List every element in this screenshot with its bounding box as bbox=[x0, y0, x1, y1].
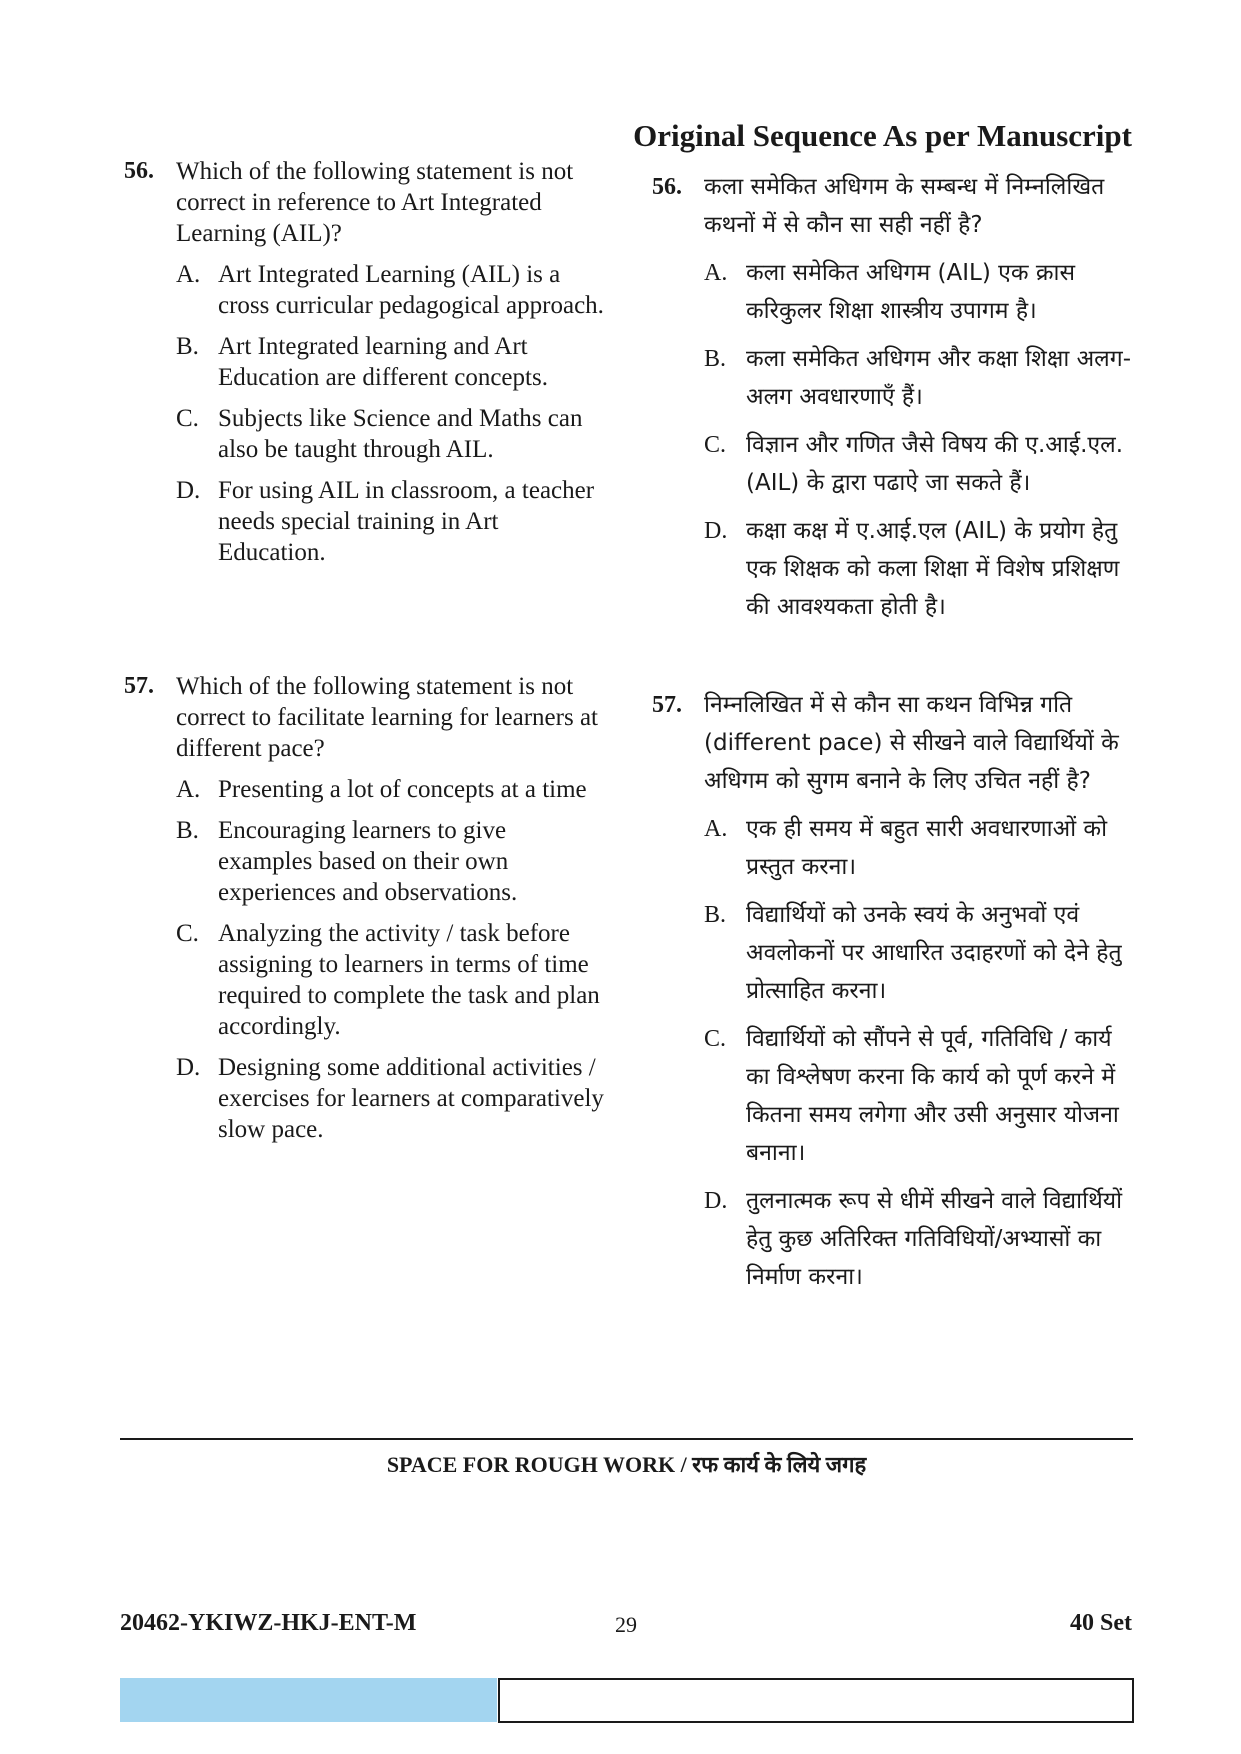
option-text: Art Integrated Learning (AIL) is a cross curricular pedagogical approach. bbox=[218, 261, 604, 319]
option-d bbox=[176, 1052, 604, 1145]
option-b bbox=[704, 896, 1134, 1010]
option-text: एक ही समय में बहुत सारी अवधारणाओं को प्रस्तुत करना। bbox=[746, 816, 1108, 880]
option-label: A. bbox=[176, 261, 201, 288]
option-b bbox=[176, 331, 604, 393]
option-label: C. bbox=[176, 920, 199, 947]
question-text: निम्नलिखित में से कौन सा कथन विभिन्न गति (different pace) से सीखने वाले विद्यार्थियों के अधिगम को सुगम बनाने के लिए उचित नहीं है? bbox=[704, 692, 1119, 794]
question-56-hi bbox=[652, 168, 1134, 636]
option-label: C. bbox=[704, 432, 727, 458]
option-text: Encouraging learners to give examples based on their own experiences and observations. bbox=[218, 817, 518, 906]
option-label: B. bbox=[176, 333, 199, 360]
question-number: 57. bbox=[124, 673, 154, 699]
option-text: विज्ञान और गणित जैसे विषय की ए.आई.एल. (AIL) के द्वारा पढाऐ जा सकते हैं। bbox=[746, 432, 1124, 496]
paper-code: 20462-YKIWZ-HKJ-ENT-M bbox=[120, 1610, 417, 1636]
footer-empty-box bbox=[498, 1678, 1134, 1723]
page-number: 29 bbox=[615, 1612, 637, 1637]
page-title: Original Sequence As per Manuscript bbox=[633, 118, 1132, 153]
question-number: 57. bbox=[652, 692, 682, 718]
question-number: 56. bbox=[652, 174, 682, 200]
option-label: A. bbox=[704, 816, 728, 842]
option-text: कला समेकित अधिगम और कक्षा शिक्षा अलग-अलग अवधारणाएँ हैं। bbox=[746, 346, 1131, 410]
question-text: कला समेकित अधिगम के सम्बन्ध में निम्नलिखित कथनों में से कौन सा सही नहीं है? bbox=[704, 174, 1105, 238]
question-56-en bbox=[124, 156, 604, 578]
option-text: Designing some additional activities / exercises for learners at comparatively slow pace. bbox=[218, 1054, 604, 1143]
option-text: Art Integrated learning and Art Education are different concepts. bbox=[218, 333, 548, 391]
option-text: विद्यार्थियों को सौंपने से पूर्व, गतिविधि / कार्य का विश्लेषण करना कि कार्य को पूर्ण करने में कितना समय लगेगा और उसी अनुसार योजना बनाना। bbox=[746, 1026, 1119, 1166]
option-label: B. bbox=[704, 346, 727, 372]
option-b bbox=[176, 815, 604, 908]
set-number: 40 Set bbox=[1070, 1610, 1132, 1636]
option-text: For using AIL in classroom, a teacher needs special training in Art Education. bbox=[218, 477, 595, 566]
option-text: Subjects like Science and Maths can also be taught through AIL. bbox=[218, 405, 583, 463]
option-text: तुलनात्मक रूप से धीमें सीखने वाले विद्यार्थियों हेतु कुछ अतिरिक्त गतिविधियों/अभ्यासों का निर्माण करना। bbox=[746, 1188, 1123, 1290]
option-text: कला समेकित अधिगम (AIL) एक क्रास करिकुलर शिक्षा शास्त्रीय उपागम है। bbox=[746, 260, 1076, 324]
option-c bbox=[704, 426, 1134, 502]
option-label: B. bbox=[176, 817, 199, 844]
footer-color-bar bbox=[120, 1678, 497, 1722]
question-text: Which of the following statement is not correct in reference to Art Integrated Learning (AIL)? bbox=[176, 158, 574, 247]
question-number: 56. bbox=[124, 158, 154, 184]
option-label: A. bbox=[176, 776, 201, 803]
option-b bbox=[704, 340, 1134, 416]
option-a bbox=[704, 810, 1134, 886]
question-57-en bbox=[124, 671, 604, 1155]
option-label: D. bbox=[176, 1054, 201, 1081]
rough-work-label: SPACE FOR ROUGH WORK / रफ कार्य के लिये जगह bbox=[386, 1452, 867, 1477]
option-label: D. bbox=[704, 1188, 728, 1214]
option-label: C. bbox=[704, 1026, 727, 1052]
option-a bbox=[176, 774, 604, 805]
question-57-hi bbox=[652, 686, 1134, 1306]
option-c bbox=[704, 1020, 1134, 1172]
option-d bbox=[704, 512, 1134, 626]
question-text: Which of the following statement is not correct to facilitate learning for learners at different pace? bbox=[176, 673, 598, 762]
option-c bbox=[176, 918, 604, 1042]
option-a bbox=[176, 259, 604, 321]
option-d bbox=[176, 475, 604, 568]
option-label: A. bbox=[704, 260, 728, 286]
option-text: Presenting a lot of concepts at a time bbox=[218, 776, 587, 803]
option-label: C. bbox=[176, 405, 199, 432]
option-label: D. bbox=[176, 477, 201, 504]
option-text: Analyzing the activity / task before assigning to learners in terms of time required to complete the task and plan accordingly. bbox=[218, 920, 600, 1040]
option-label: B. bbox=[704, 902, 727, 928]
rough-work-divider bbox=[120, 1438, 1133, 1440]
option-c bbox=[176, 403, 604, 465]
option-a bbox=[704, 254, 1134, 330]
option-d bbox=[704, 1182, 1134, 1296]
option-text: कक्षा कक्ष में ए.आई.एल (AIL) के प्रयोग हेतु एक शिक्षक को कला शिक्षा में विशेष प्रशिक्षण की आवश्यकता होती है। bbox=[746, 518, 1120, 620]
option-label: D. bbox=[704, 518, 728, 544]
option-text: विद्यार्थियों को उनके स्वयं के अनुभवों एवं अवलोकनों पर आधारित उदाहरणों को देने हेतु प्रोत्साहित करना। bbox=[746, 902, 1122, 1004]
